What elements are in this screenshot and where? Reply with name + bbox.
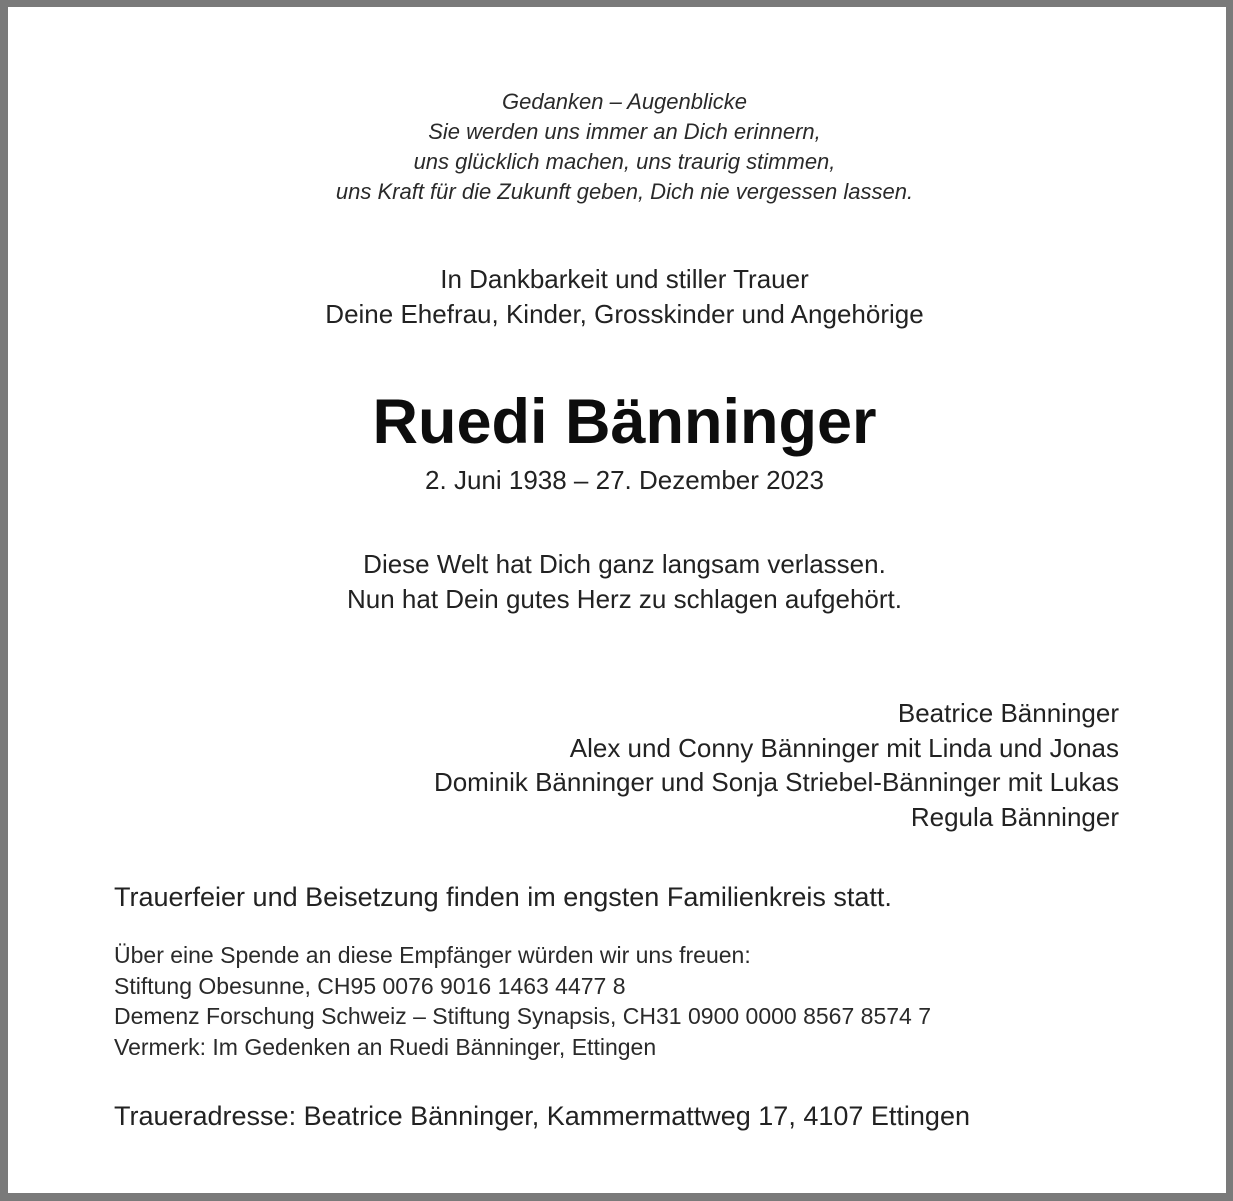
- mourning-address: Traueradresse: Beatrice Bänninger, Kammermattweg 17, 4107 Ettingen: [114, 1101, 970, 1131]
- life-dates: 2. Juni 1938 – 27. Dezember 2023: [425, 465, 824, 495]
- mourners-line: Deine Ehefrau, Kinder, Grosskinder und Angehörige: [325, 299, 924, 329]
- poem-line: uns Kraft für die Zukunft geben, Dich nie vergessen lassen.: [335, 179, 914, 204]
- deceased-name: Ruedi Bänninger: [372, 387, 877, 457]
- family-member-line: Regula Bänninger: [910, 801, 1119, 832]
- family-signatures: [434, 696, 1119, 834]
- ceremony-notice: Trauerfeier und Beisetzung finden im engsten Familienkreis statt.: [114, 882, 892, 912]
- gratitude-statement: [16, 262, 1233, 332]
- family-member-line: Dominik Bänninger und Sonja Striebel-Bänninger mit Lukas: [433, 767, 1119, 797]
- donation-intro: Über eine Spende an diese Empfänger würden wir uns freuen:: [114, 942, 751, 968]
- donation-recipient: Demenz Forschung Schweiz – Stiftung Synapsis, CH31 0900 0000 8567 8574 7: [114, 1003, 932, 1030]
- memorial-poem: [16, 87, 1233, 207]
- verse-line: Nun hat Dein gutes Herz zu schlagen aufgehört.: [346, 584, 902, 614]
- donation-info: [114, 940, 931, 1063]
- donation-recipient: Stiftung Obesunne, CH95 0076 9016 1463 4477 8: [114, 972, 626, 999]
- gratitude-line: In Dankbarkeit und stiller Trauer: [440, 264, 809, 294]
- family-member-line: Alex und Conny Bänninger mit Linda und Jonas: [569, 732, 1119, 763]
- family-member-line: Beatrice Bänninger: [897, 698, 1119, 728]
- poem-line: Gedanken – Augenblicke: [501, 89, 748, 114]
- poem-line: uns glücklich machen, uns traurig stimmen,: [413, 149, 836, 174]
- farewell-verse: [16, 547, 1233, 617]
- donation-reference: Vermerk: Im Gedenken an Ruedi Bänninger, Ettingen: [114, 1034, 657, 1061]
- verse-line: Diese Welt hat Dich ganz langsam verlassen.: [363, 549, 886, 579]
- poem-line: Sie werden uns immer an Dich erinnern,: [428, 119, 821, 144]
